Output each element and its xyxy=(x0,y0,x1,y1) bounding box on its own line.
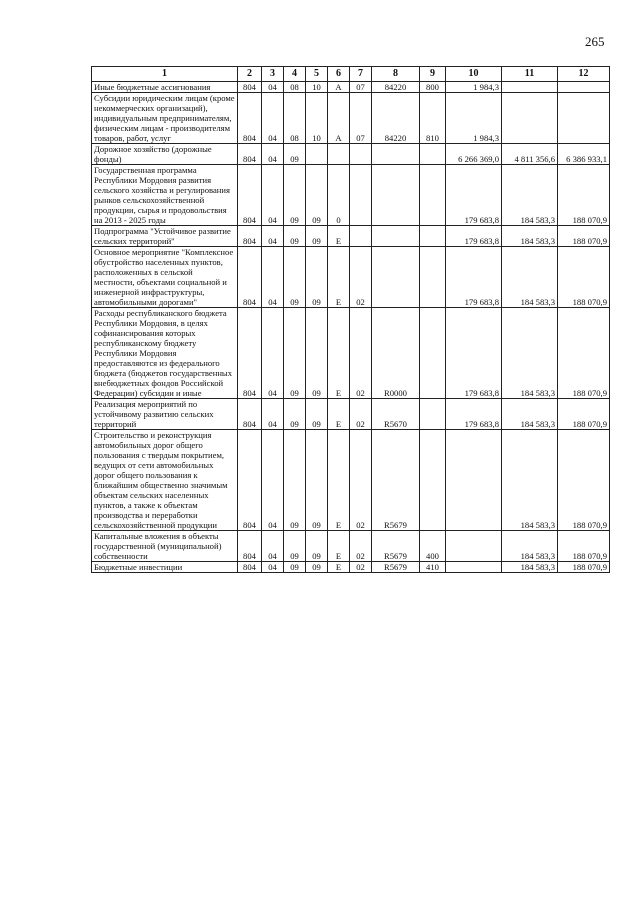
amount-year3-cell xyxy=(558,93,610,144)
program-cell: 09 xyxy=(306,308,328,399)
col-header: 8 xyxy=(372,67,420,82)
program-cell xyxy=(306,144,328,165)
direction-code-cell xyxy=(372,144,420,165)
table-row xyxy=(92,399,610,430)
program-cell: 09 xyxy=(306,430,328,531)
amount-year1-cell xyxy=(446,531,502,562)
col-header: 3 xyxy=(262,67,284,82)
amount-year1-cell: 179 683,8 xyxy=(446,308,502,399)
table-row xyxy=(92,82,610,93)
ministry-code-cell: 804 xyxy=(238,82,262,93)
amount-year3-cell: 188 070,9 xyxy=(558,531,610,562)
activity-cell: 02 xyxy=(350,247,372,308)
amount-year2-cell: 184 583,3 xyxy=(502,399,558,430)
activity-cell xyxy=(350,226,372,247)
col-header: 7 xyxy=(350,67,372,82)
amount-year1-cell xyxy=(446,430,502,531)
ministry-code-cell: 804 xyxy=(238,165,262,226)
table-row xyxy=(92,531,610,562)
program-cell: 09 xyxy=(306,247,328,308)
section-cell: 04 xyxy=(262,226,284,247)
amount-year2-cell: 184 583,3 xyxy=(502,430,558,531)
direction-code-cell: 84220 xyxy=(372,82,420,93)
direction-code-cell: 84220 xyxy=(372,93,420,144)
header-row xyxy=(92,67,610,82)
expense-type-cell: 410 xyxy=(420,562,446,573)
col-header: 11 xyxy=(502,67,558,82)
amount-year3-cell: 188 070,9 xyxy=(558,562,610,573)
program-cell: 09 xyxy=(306,531,328,562)
subsection-cell: 09 xyxy=(284,308,306,399)
section-cell: 04 xyxy=(262,399,284,430)
col-header: 1 xyxy=(92,67,238,82)
amount-year3-cell xyxy=(558,82,610,93)
table-row xyxy=(92,93,610,144)
amount-year2-cell: 184 583,3 xyxy=(502,308,558,399)
amount-year1-cell: 1 984,3 xyxy=(446,93,502,144)
ministry-code-cell: 804 xyxy=(238,562,262,573)
subsection-cell: 09 xyxy=(284,165,306,226)
direction-code-cell: R5670 xyxy=(372,399,420,430)
row-name-cell: Иные бюджетные ассигнования xyxy=(92,82,238,93)
program-cell: 09 xyxy=(306,562,328,573)
col-header: 5 xyxy=(306,67,328,82)
program-cell: 09 xyxy=(306,226,328,247)
section-cell: 04 xyxy=(262,247,284,308)
amount-year3-cell: 188 070,9 xyxy=(558,247,610,308)
expense-type-cell xyxy=(420,308,446,399)
ministry-code-cell: 804 xyxy=(238,226,262,247)
ministry-code-cell: 804 xyxy=(238,247,262,308)
activity-cell: 02 xyxy=(350,562,372,573)
subprogram-cell: Е xyxy=(328,308,350,399)
subsection-cell: 09 xyxy=(284,562,306,573)
ministry-code-cell: 804 xyxy=(238,93,262,144)
program-cell: 10 xyxy=(306,82,328,93)
program-cell: 09 xyxy=(306,165,328,226)
activity-cell: 02 xyxy=(350,531,372,562)
ministry-code-cell: 804 xyxy=(238,430,262,531)
ministry-code-cell: 804 xyxy=(238,399,262,430)
expense-type-cell: 400 xyxy=(420,531,446,562)
table-row xyxy=(92,308,610,399)
ministry-code-cell: 804 xyxy=(238,531,262,562)
table-row xyxy=(92,247,610,308)
amount-year2-cell: 184 583,3 xyxy=(502,247,558,308)
program-cell: 10 xyxy=(306,93,328,144)
col-header: 12 xyxy=(558,67,610,82)
program-cell: 09 xyxy=(306,399,328,430)
table-row xyxy=(92,562,610,573)
direction-code-cell xyxy=(372,165,420,226)
row-name-cell: Реализация мероприятий по устойчивому развитию сельских территорий xyxy=(92,399,238,430)
subsection-cell: 08 xyxy=(284,82,306,93)
amount-year1-cell: 179 683,8 xyxy=(446,226,502,247)
amount-year3-cell: 188 070,9 xyxy=(558,430,610,531)
direction-code-cell: R5679 xyxy=(372,430,420,531)
row-name-cell: Субсидии юридическим лицам (кроме некоммерческих организаций), индивидуальным предпринимателям, физическим лицам - производителям товаров, работ, услуг xyxy=(92,93,238,144)
subprogram-cell: Е xyxy=(328,247,350,308)
direction-code-cell: R5679 xyxy=(372,562,420,573)
row-name-cell: Дорожное хозяйство (дорожные фонды) xyxy=(92,144,238,165)
activity-cell: 02 xyxy=(350,399,372,430)
subsection-cell: 09 xyxy=(284,247,306,308)
amount-year1-cell: 6 266 369,0 xyxy=(446,144,502,165)
amount-year2-cell: 184 583,3 xyxy=(502,226,558,247)
amount-year2-cell: 184 583,3 xyxy=(502,165,558,226)
activity-cell: 07 xyxy=(350,93,372,144)
expense-type-cell xyxy=(420,247,446,308)
expense-type-cell xyxy=(420,144,446,165)
activity-cell xyxy=(350,144,372,165)
amount-year1-cell: 179 683,8 xyxy=(446,165,502,226)
activity-cell xyxy=(350,165,372,226)
subprogram-cell xyxy=(328,144,350,165)
amount-year3-cell: 188 070,9 xyxy=(558,399,610,430)
subprogram-cell: Е xyxy=(328,399,350,430)
amount-year2-cell: 184 583,3 xyxy=(502,562,558,573)
col-header: 10 xyxy=(446,67,502,82)
expense-type-cell xyxy=(420,226,446,247)
direction-code-cell: R5679 xyxy=(372,531,420,562)
col-header: 9 xyxy=(420,67,446,82)
col-header: 6 xyxy=(328,67,350,82)
page-number: 265 xyxy=(585,34,605,49)
amount-year1-cell: 179 683,8 xyxy=(446,399,502,430)
section-cell: 04 xyxy=(262,562,284,573)
ministry-code-cell: 804 xyxy=(238,308,262,399)
subsection-cell: 09 xyxy=(284,144,306,165)
section-cell: 04 xyxy=(262,308,284,399)
row-name-cell: Расходы республиканского бюджета Республики Мордовия, в целях софинансирования которых республиканскому бюджету Республики Мордовия предоставляются из федерального бюджета (бюджетов государственных внебюджетных фондов Российской Федерации) субсидии и иные xyxy=(92,308,238,399)
subprogram-cell: Е xyxy=(328,430,350,531)
table-row xyxy=(92,226,610,247)
section-cell: 04 xyxy=(262,93,284,144)
row-name-cell: Основное мероприятие "Комплексное обустройство населенных пунктов, расположенных в сельской местности, объектами социальной и инженерной инфраструктуры, автомобильными дорогами" xyxy=(92,247,238,308)
section-cell: 04 xyxy=(262,430,284,531)
direction-code-cell xyxy=(372,226,420,247)
table-row xyxy=(92,144,610,165)
col-header: 2 xyxy=(238,67,262,82)
direction-code-cell xyxy=(372,247,420,308)
section-cell: 04 xyxy=(262,165,284,226)
amount-year2-cell xyxy=(502,93,558,144)
amount-year3-cell: 188 070,9 xyxy=(558,226,610,247)
section-cell: 04 xyxy=(262,531,284,562)
activity-cell: 07 xyxy=(350,82,372,93)
row-name-cell: Капитальные вложения в объекты государственной (муниципальной) собственности xyxy=(92,531,238,562)
amount-year1-cell: 179 683,8 xyxy=(446,247,502,308)
expense-type-cell xyxy=(420,165,446,226)
amount-year3-cell: 188 070,9 xyxy=(558,165,610,226)
amount-year1-cell xyxy=(446,562,502,573)
amount-year2-cell xyxy=(502,82,558,93)
expense-type-cell xyxy=(420,399,446,430)
amount-year1-cell: 1 984,3 xyxy=(446,82,502,93)
subsection-cell: 09 xyxy=(284,399,306,430)
section-cell: 04 xyxy=(262,144,284,165)
expense-type-cell: 800 xyxy=(420,82,446,93)
row-name-cell: Строительство и реконструкция автомобильных дорог общего пользования с твердым покрытием, ведущих от сети автомобильных дорог общего пользования к ближайшим общественно значимым объектам сельских населенных пунктов, а также к объектам производства и переработки сельскохозяйственной продукции xyxy=(92,430,238,531)
table-row xyxy=(92,430,610,531)
amount-year2-cell: 4 811 356,6 xyxy=(502,144,558,165)
amount-year2-cell: 184 583,3 xyxy=(502,531,558,562)
subsection-cell: 09 xyxy=(284,430,306,531)
subprogram-cell: Е xyxy=(328,562,350,573)
direction-code-cell: R0000 xyxy=(372,308,420,399)
activity-cell: 02 xyxy=(350,308,372,399)
section-cell: 04 xyxy=(262,82,284,93)
subprogram-cell: Е xyxy=(328,226,350,247)
subprogram-cell: А xyxy=(328,82,350,93)
subsection-cell: 08 xyxy=(284,93,306,144)
subsection-cell: 09 xyxy=(284,531,306,562)
subsection-cell: 09 xyxy=(284,226,306,247)
budget-table xyxy=(91,66,610,573)
row-name-cell: Государственная программа Республики Мордовия развития сельского хозяйства и регулирования рынков сельскохозяйственной продукции, сырья и продовольствия на 2013 - 2025 годы xyxy=(92,165,238,226)
subprogram-cell: Е xyxy=(328,531,350,562)
subprogram-cell: А xyxy=(328,93,350,144)
row-name-cell: Бюджетные инвестиции xyxy=(92,562,238,573)
row-name-cell: Подпрограмма "Устойчивое развитие сельских территорий" xyxy=(92,226,238,247)
table-row xyxy=(92,165,610,226)
expense-type-cell xyxy=(420,430,446,531)
amount-year3-cell: 6 386 933,1 xyxy=(558,144,610,165)
ministry-code-cell: 804 xyxy=(238,144,262,165)
col-header: 4 xyxy=(284,67,306,82)
subprogram-cell: 0 xyxy=(328,165,350,226)
amount-year3-cell: 188 070,9 xyxy=(558,308,610,399)
activity-cell: 02 xyxy=(350,430,372,531)
expense-type-cell: 810 xyxy=(420,93,446,144)
